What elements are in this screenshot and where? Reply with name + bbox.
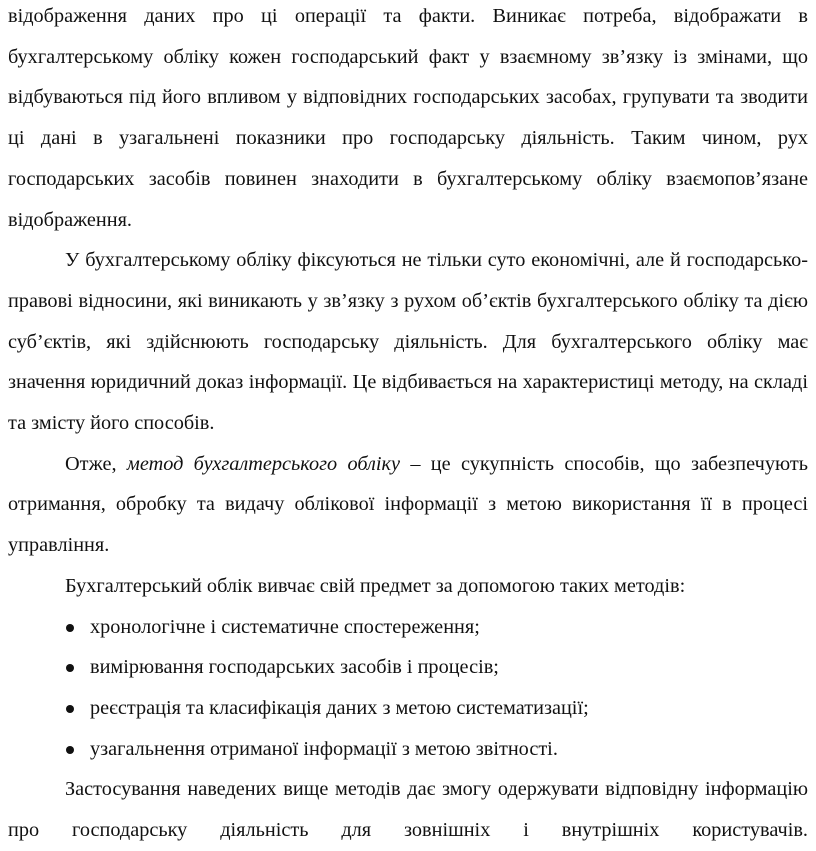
- list-item: [8, 647, 808, 688]
- method-definition-rest: – це сукупність способів, що забезпечують отримання, обробку та видачу облікової інформації з метою використання її в процесі управління.: [8, 452, 808, 557]
- list-item-text: вимірювання господарських засобів і процесів;: [90, 656, 499, 679]
- list-item: [8, 607, 808, 648]
- method-definition-lead: Отже,: [65, 452, 127, 475]
- methods-list: [8, 607, 808, 770]
- paragraph-conclusion: Застосування наведених вище методів дає змогу одержувати відповідну інформацію про господарську діяльність для зовнішніх і внутрішніх користувачів.: [8, 778, 808, 842]
- list-item: [8, 688, 808, 729]
- list-item-text: хронологічне і систематичне спостереження;: [90, 615, 480, 638]
- method-definition-term: метод бухгалтерського обліку: [126, 452, 401, 475]
- list-item-text: узагальнення отриманої інформації з метою звітності.: [90, 737, 558, 760]
- paragraph-intro-continuation: відображення даних про ці операції та факти. Виникає потреба, відображати в бухгалтерському обліку кожен господарський факт у взаємному зв’язку із змінами, що відбуваються під його впливом у відповідних господарських засобах, групувати та зводити ці дані в узагальнені показники про господарську діяльність. Таким чином, рух господарських засобів повинен знаходити в бухгалтерському обліку взаємопов’язане відображення.: [8, 5, 808, 231]
- paragraph-methods-intro: Бухгалтерський облік вивчає свій предмет за допомогою таких методів:: [65, 574, 686, 597]
- paragraph-legal-relations: У бухгалтерському обліку фіксуються не тільки суто економічні, але й господарсько-правові відносини, які виникають у зв’язку з рухом об’єктів бухгалтерського обліку та дією суб’єктів, які здійснюють господарську діяльність. Для бухгалтерського обліку має значення юридичний доказ інформації. Це відбивається на характеристиці методу, на складі та змісту його способів.: [8, 249, 808, 435]
- paragraph-method-definition: [8, 444, 808, 566]
- list-item-text: реєстрація та класифікація даних з метою систематизації;: [90, 696, 589, 719]
- list-item: [8, 729, 808, 770]
